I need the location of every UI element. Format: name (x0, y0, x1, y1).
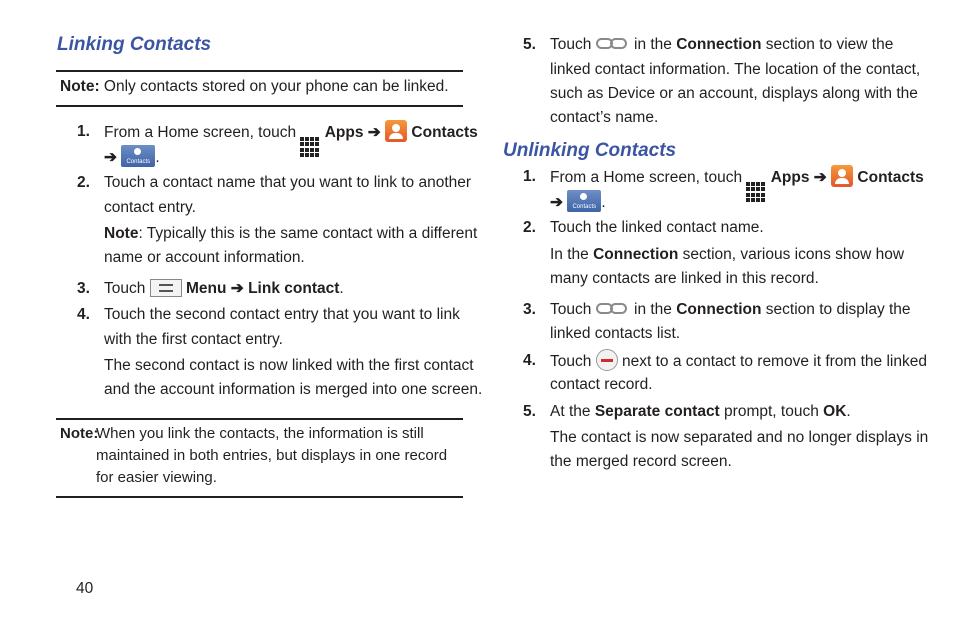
step-text: At the (550, 403, 591, 420)
separate-contact-label: Separate contact (594, 403, 720, 420)
note-text: Only contacts stored on your phone can be linked. (103, 78, 449, 95)
menu-key-icon (150, 279, 182, 297)
ok-label: OK (823, 403, 847, 420)
apps-label: Apps (770, 169, 810, 186)
page-number: 40 (76, 580, 94, 597)
contacts-tab-icon-label: Contacts (572, 204, 597, 210)
step-4-extra2: and the account information is merged into one screen. (104, 381, 483, 398)
arrow-icon: ➔ (367, 124, 381, 141)
unlink-step-5-extra1: The contact is now separated and no longer displays in (550, 429, 929, 446)
link-chain-icon (596, 36, 630, 52)
section-heading-unlinking: Unlinking Contacts (503, 140, 677, 161)
arrow-icon: ➔ (230, 280, 244, 297)
step-text: Touch (550, 353, 592, 370)
step-2-line1: Touch a contact name that you want to link to another (104, 174, 472, 191)
note-label: Note: (60, 425, 99, 442)
step-number: 2. (523, 219, 536, 236)
step-text: In the (550, 246, 589, 263)
period: . (339, 280, 344, 297)
contacts-app-icon (831, 165, 853, 187)
connection-label: Connection (676, 301, 762, 318)
note-top-rule (56, 70, 463, 72)
link-contact-label: Link contact (248, 280, 340, 297)
note-linking (60, 75, 449, 99)
unlink-step-1-text (550, 165, 924, 202)
contacts-label: Contacts (857, 169, 924, 186)
step-4-line2: with the first contact entry. (104, 331, 283, 348)
step-4-extra1: The second contact is now linked with the first contact (104, 357, 474, 374)
apps-label: Apps (324, 124, 364, 141)
note-top-rule (56, 418, 463, 420)
note-bottom-rule (56, 105, 463, 107)
connection-label: Connection (676, 36, 762, 53)
contacts-tab-icon-label: Contacts (126, 159, 151, 165)
step-number: 4. (523, 352, 536, 369)
step-number: 3. (77, 280, 90, 297)
step-text: prompt, touch (724, 403, 819, 420)
step-text: From a Home screen, touch (550, 169, 743, 186)
step-number: 5. (523, 403, 536, 420)
step-number: 2. (77, 174, 90, 191)
period: . (601, 194, 606, 211)
step-2-note-line2: name or account information. (104, 249, 305, 266)
note-label: Note (104, 225, 139, 242)
note-2-line1: When you link the contacts, the information is still (96, 425, 424, 442)
step-number: 3. (523, 301, 536, 318)
step-text: in the (634, 36, 672, 53)
unlink-step-2-extra2: many contacts are linked in this record. (550, 270, 819, 287)
note-2-line3: for easier viewing. (96, 469, 217, 486)
unlink-step-4-text (550, 349, 927, 374)
step-2-note (104, 222, 477, 246)
step-4-line1: Touch the second contact entry that you want to link (104, 306, 460, 323)
contacts-tab-icon (567, 190, 601, 212)
contacts-app-icon (385, 120, 407, 142)
link-chain-icon (596, 301, 630, 317)
apps-grid-icon (300, 137, 320, 157)
unlink-step-1-cont (550, 190, 606, 215)
note-text: : Typically this is the same contact with a different (138, 225, 478, 242)
step-number: 1. (523, 168, 536, 185)
contacts-tab-icon (121, 145, 155, 167)
step-1-text (104, 120, 478, 157)
note-2-line2: maintained in both entries, but displays in one record (96, 447, 448, 464)
arrow-icon: ➔ (104, 149, 117, 166)
step-text: section to view the (765, 36, 894, 53)
period: . (846, 403, 851, 420)
unlink-step-4-line2: contact record. (550, 376, 653, 393)
step-5-line4: contact’s name. (550, 109, 659, 126)
arrow-icon: ➔ (550, 194, 563, 211)
step-text: section, various icons show how (682, 246, 905, 263)
unlink-step-3-text (550, 298, 911, 322)
arrow-icon: ➔ (813, 169, 827, 186)
step-2-line2: contact entry. (104, 199, 196, 216)
step-text: section to display the (765, 301, 911, 318)
contacts-label: Contacts (411, 124, 478, 141)
step-3-text (104, 277, 344, 301)
apps-grid-icon (746, 182, 766, 202)
unlink-step-3-line2: linked contacts list. (550, 325, 681, 342)
step-text: Touch (550, 36, 592, 53)
step-5-line1 (550, 33, 893, 57)
remove-minus-icon (596, 349, 618, 371)
unlink-step-5-extra2: the merged record screen. (550, 453, 732, 470)
section-heading-linking: Linking Contacts (57, 34, 212, 55)
note-2-label (60, 423, 98, 445)
step-text: Touch (104, 280, 146, 297)
step-text: next to a contact to remove it from the linked (622, 353, 927, 370)
menu-label: Menu (186, 280, 227, 297)
step-number: 1. (77, 123, 90, 140)
connection-label: Connection (593, 246, 679, 263)
step-text: From a Home screen, touch (104, 124, 297, 141)
step-5-line3: such as Device or an account, displays along with the (550, 85, 918, 102)
step-number: 5. (523, 36, 536, 53)
unlink-step-2-line1: Touch the linked contact name. (550, 219, 764, 236)
unlink-step-2-extra1 (550, 243, 904, 267)
step-5-line2: linked contact information. The location of the contact, (550, 61, 921, 78)
note-bottom-rule (56, 496, 463, 498)
step-text: in the (634, 301, 672, 318)
note-label: Note: (60, 78, 100, 95)
step-number: 4. (77, 306, 90, 323)
step-1-cont (104, 145, 160, 170)
step-text: Touch (550, 301, 592, 318)
period: . (155, 149, 160, 166)
unlink-step-5-text (550, 400, 851, 424)
